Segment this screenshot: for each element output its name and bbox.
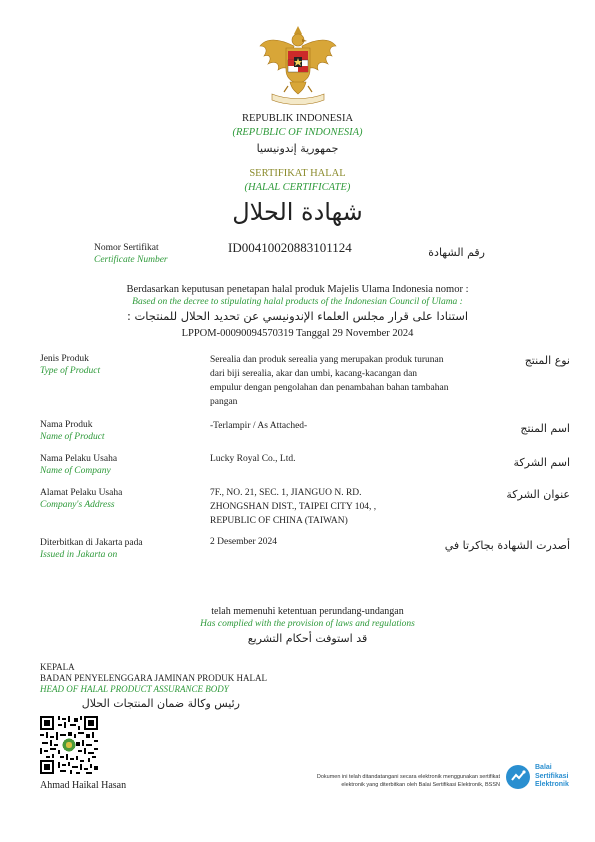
signatory-agency-en: HEAD OF HALAL PRODUCT ASSURANCE BODY [40, 684, 229, 694]
bsre-line2: Sertifikasi [535, 772, 569, 780]
bsre-logo [505, 764, 585, 792]
certificate-title-en: (HALAL CERTIFICATE) [244, 182, 351, 193]
field-label-en: Name of Company [40, 466, 111, 476]
certificate-number-label-ar: رقم الشهادة [428, 246, 485, 259]
signatory-block [40, 662, 267, 695]
country-name: REPUBLIK INDONESIA [241, 113, 354, 124]
field-label-type-of-product [40, 353, 100, 377]
field-label-id: Jenis Produk [40, 354, 89, 364]
country-name-en: (REPUBLIC OF INDONESIA) [232, 127, 363, 138]
field-value-name-of-product: -Terlampir / As Attached- [210, 421, 308, 431]
field-value-type-of-product: Serealia dan produk serealia yang merupakan produk turunan dari biji serealia, akar dan umbi, kacang-kacangan dan empulur dengan pengolahan dan penambahan bahan tambahan pangan [210, 355, 449, 407]
field-label-company-address [40, 487, 122, 511]
signatory-title: KEPALA [40, 662, 75, 672]
signatory-agency: BADAN PENYELENGGARA JAMINAN PRODUK HALAL [40, 673, 267, 683]
decree-text-en: Based on the decree to stipulating halal products of the Indonesian Council of Ulama : [132, 297, 463, 307]
certificate-number-label-id: Nomor Sertifikat [94, 243, 159, 253]
field-label-id: Alamat Pelaku Usaha [40, 488, 123, 498]
signatory-name: Ahmad Haikal Hasan [40, 780, 127, 791]
certificate-title-ar: شهادة الحلال [232, 198, 363, 226]
field-value-company-address: 7F., NO. 21, SEC. 1, JIANGUO N. RD. ZHONGSHAN DIST., TAIPEI CITY 104, , REPUBLIC OF CHINA (TAIWAN) [210, 488, 377, 526]
bsre-line1: Balai [535, 764, 552, 771]
field-label-ar-name-of-company: اسم الشركة [513, 456, 570, 469]
field-label-en: Name of Product [40, 432, 105, 442]
electronic-signature-note-line2: elektronik yang diterbitkan oleh Balai Sertifikasi Elektronik, BSSN [341, 782, 500, 788]
field-label-en: Type of Product [40, 366, 101, 376]
field-label-ar-issued-on: أصدرت الشهادة بجاكرتا في [444, 539, 570, 552]
field-label-id: Diterbitkan di Jakarta pada [40, 538, 143, 548]
electronic-signature-note-line1: Dokumen ini telah ditandatangani secara elektronik menggunakan sertifikat [316, 774, 500, 780]
electronic-signature-note [280, 773, 500, 789]
garuda-emblem [258, 24, 338, 106]
field-label-en: Company's Address [40, 500, 115, 510]
decree-number: LPPOM-00090094570319 Tanggal 29 November 2024 [181, 328, 414, 339]
field-value-issued-on: 2 Desember 2024 [210, 537, 278, 547]
field-label-ar-company-address: عنوان الشركة [506, 488, 570, 501]
decree-text-ar: استنادا على قرار مجلس العلماء الإندونيسي عن تحديد الحلال للمنتجات : [126, 309, 469, 323]
compliance-text-ar: قد استوفت أحكام التشريع [247, 632, 368, 645]
field-label-ar-name-of-product: اسم المنتج [520, 422, 570, 435]
country-name-ar: جمهورية إندونيسيا [256, 142, 339, 155]
field-label-en: Issued in Jakarta on [40, 550, 118, 560]
certificate-title: SERTIFIKAT HALAL [249, 168, 346, 179]
qr-code [40, 716, 98, 774]
field-label-issued-on [40, 537, 143, 561]
field-label-name-of-company [40, 453, 117, 477]
field-label-id: Nama Pelaku Usaha [40, 454, 118, 464]
field-label-id: Nama Produk [40, 420, 93, 430]
field-label-name-of-product [40, 419, 105, 443]
compliance-text-en: Has complied with the provision of laws and regulations [200, 619, 415, 629]
bsre-logo-icon [505, 764, 531, 790]
certificate-number-label-en: Certificate Number [94, 255, 168, 265]
decree-text: Berdasarkan keputusan penetapan halal produk Majelis Ulama Indonesia nomor : [126, 284, 469, 295]
signatory-agency-ar: رئيس وكالة ضمان المنتجات الحلال [81, 697, 240, 710]
compliance-text: telah memenuhi ketentuan perundang-undangan [211, 606, 404, 617]
field-value-name-of-company: Lucky Royal Co., Ltd. [210, 454, 296, 464]
field-label-ar-type-of-product: نوع المنتج [524, 354, 570, 367]
bsre-line3: Elektronik [535, 781, 569, 788]
certificate-number-value: ID00410020883101124 [228, 240, 352, 255]
certificate-number-label [94, 242, 168, 266]
